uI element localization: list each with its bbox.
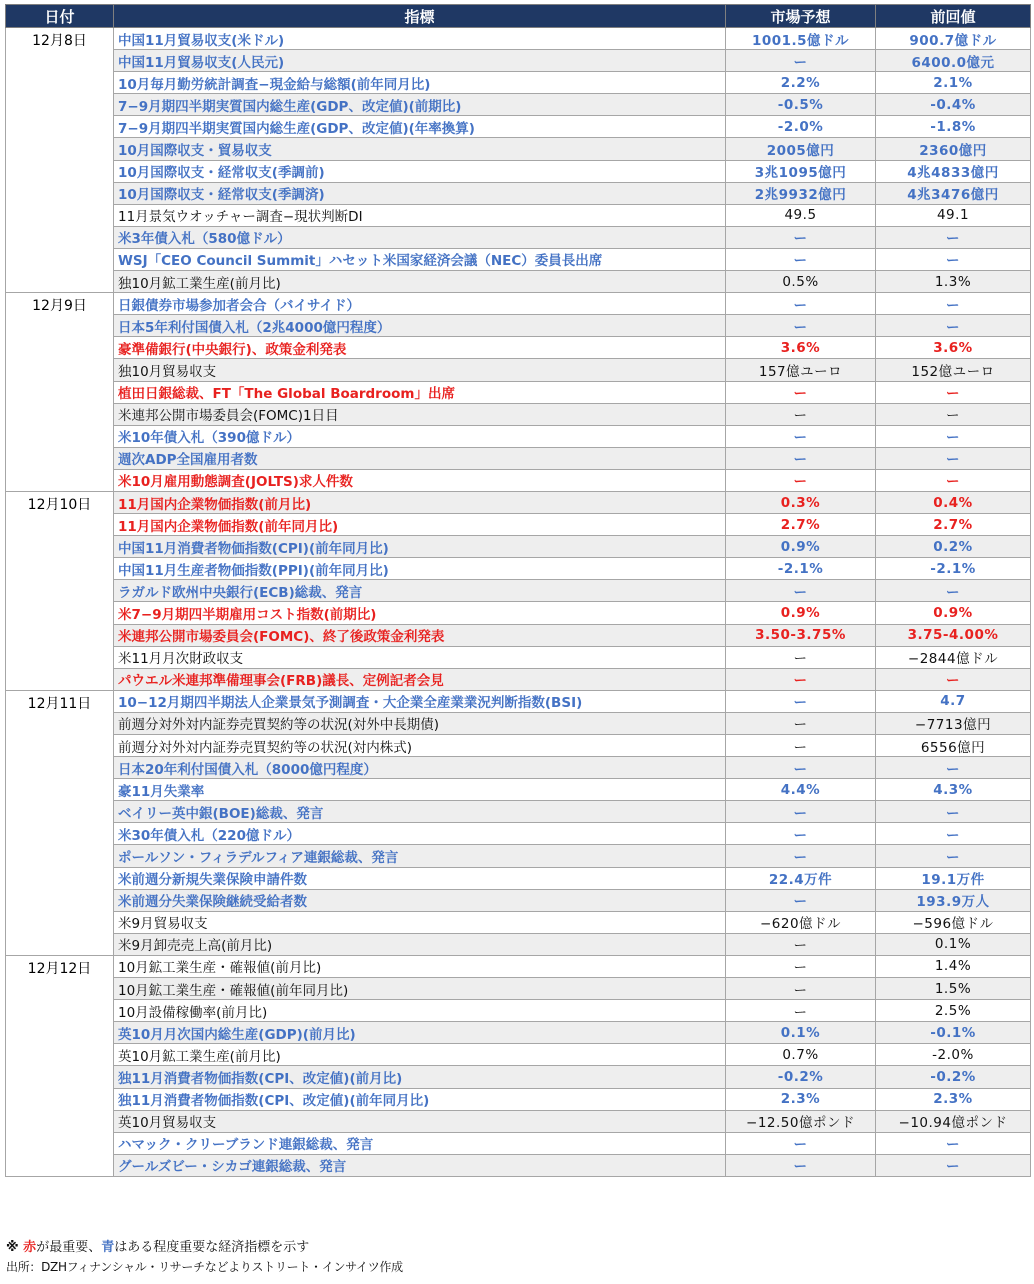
forecast-cell: 0.1% <box>726 1022 876 1044</box>
previous-cell: −7713億円 <box>876 712 1031 734</box>
table-row <box>6 514 1031 536</box>
previous-cell: ー <box>876 293 1031 315</box>
forecast-cell: ー <box>726 315 876 337</box>
indicator-cell: WSJ「CEO Council Summit」ハセット米国家経済会議（NEC）委員長出席 <box>114 248 726 270</box>
previous-cell: ー <box>876 425 1031 447</box>
date-cell: 12月9日 <box>6 293 114 492</box>
date-cell: 12月12日 <box>6 955 114 1176</box>
table-row <box>6 1022 1031 1044</box>
indicator-cell: 10月国際収支・経常収支(季調済) <box>114 182 726 204</box>
table-row <box>6 801 1031 823</box>
table-body <box>6 28 1031 1177</box>
table-row <box>6 580 1031 602</box>
previous-cell: 0.2% <box>876 536 1031 558</box>
table-row <box>6 491 1031 513</box>
table-row <box>6 867 1031 889</box>
previous-cell: -0.2% <box>876 1066 1031 1088</box>
forecast-cell: ー <box>726 801 876 823</box>
indicator-cell: 独10月貿易収支 <box>114 359 726 381</box>
forecast-cell: ー <box>726 580 876 602</box>
indicator-cell: 英10月貿易収支 <box>114 1110 726 1132</box>
note-prefix: ※ <box>6 1240 24 1255</box>
previous-cell: 1.3% <box>876 271 1031 293</box>
table-row <box>6 1000 1031 1022</box>
indicator-cell: 週次ADP全国雇用者数 <box>114 447 726 469</box>
previous-cell: 6400.0億元 <box>876 50 1031 72</box>
forecast-cell: 2.2% <box>726 72 876 94</box>
table-row <box>6 668 1031 690</box>
indicator-cell: 米連邦公開市場委員会(FOMC)、終了後政策金利発表 <box>114 624 726 646</box>
table-row <box>6 359 1031 381</box>
indicator-cell: 7−9月期四半期実質国内総生産(GDP、改定値)(年率換算) <box>114 116 726 138</box>
indicator-cell: 米9月卸売売上高(前月比) <box>114 933 726 955</box>
previous-cell: −2844億ドル <box>876 646 1031 668</box>
table-row <box>6 978 1031 1000</box>
previous-cell: −596億ドル <box>876 911 1031 933</box>
previous-cell: ー <box>876 447 1031 469</box>
forecast-cell: ー <box>726 823 876 845</box>
forecast-cell: 3兆1095億円 <box>726 160 876 182</box>
previous-cell: 2.5% <box>876 1000 1031 1022</box>
forecast-cell: 1001.5億ドル <box>726 28 876 50</box>
table-row <box>6 403 1031 425</box>
forecast-cell: 3.6% <box>726 337 876 359</box>
note-blue-word: 青 <box>101 1240 115 1255</box>
indicator-cell: 日本20年利付国債入札（8000億円程度） <box>114 757 726 779</box>
header-previous: 前回値 <box>876 5 1031 28</box>
indicator-cell: 米11月月次財政収支 <box>114 646 726 668</box>
previous-cell: 1.5% <box>876 978 1031 1000</box>
previous-cell: ー <box>876 823 1031 845</box>
forecast-cell: −620億ドル <box>726 911 876 933</box>
header-forecast: 市場予想 <box>726 5 876 28</box>
indicator-cell: 豪11月失業率 <box>114 779 726 801</box>
previous-cell: ー <box>876 801 1031 823</box>
table-row <box>6 1066 1031 1088</box>
forecast-cell: ー <box>726 889 876 911</box>
indicator-cell: 植田日銀総裁、FT「The Global Boardroom」出席 <box>114 381 726 403</box>
table-row <box>6 182 1031 204</box>
date-cell: 12月10日 <box>6 491 114 690</box>
table-row <box>6 1044 1031 1066</box>
previous-cell: 3.75-4.00% <box>876 624 1031 646</box>
source-note: 出所：DZHフィナンシャル・リサーチなどよりストリート・インサイツ作成 <box>6 1260 403 1274</box>
indicator-cell: ベイリー英中銀(BOE)総裁、発言 <box>114 801 726 823</box>
forecast-cell: 22.4万件 <box>726 867 876 889</box>
indicator-cell: 11月国内企業物価指数(前年同月比) <box>114 514 726 536</box>
indicator-cell: 独11月消費者物価指数(CPI、改定値)(前年同月比) <box>114 1088 726 1110</box>
forecast-cell: ー <box>726 425 876 447</box>
indicator-cell: 中国11月生産者物価指数(PPI)(前年同月比) <box>114 558 726 580</box>
previous-cell: 2360億円 <box>876 138 1031 160</box>
indicator-cell: ハマック・クリーブランド連銀総裁、発言 <box>114 1132 726 1154</box>
previous-cell: ー <box>876 757 1031 779</box>
forecast-cell: ー <box>726 248 876 270</box>
note-mid: が最重要、 <box>36 1240 102 1255</box>
previous-cell: ー <box>876 845 1031 867</box>
forecast-cell: ー <box>726 447 876 469</box>
table-row <box>6 558 1031 580</box>
previous-cell: 2.7% <box>876 514 1031 536</box>
indicator-cell: 米10月雇用動態調査(JOLTS)求人件数 <box>114 469 726 491</box>
table-row <box>6 469 1031 491</box>
previous-cell: 152億ユーロ <box>876 359 1031 381</box>
forecast-cell: 2.3% <box>726 1088 876 1110</box>
forecast-cell: ー <box>726 845 876 867</box>
forecast-cell: 2005億円 <box>726 138 876 160</box>
forecast-cell: 2.7% <box>726 514 876 536</box>
indicator-cell: グールズビー・シカゴ連銀総裁、発言 <box>114 1154 726 1176</box>
note-suffix: はある程度重要な経済指標を示す <box>114 1240 310 1255</box>
table-row <box>6 425 1031 447</box>
table-row <box>6 293 1031 315</box>
indicator-cell: ラガルド欧州中央銀行(ECB)総裁、発言 <box>114 580 726 602</box>
table-row <box>6 933 1031 955</box>
forecast-cell: ー <box>726 1132 876 1154</box>
forecast-cell: ー <box>726 933 876 955</box>
table-row <box>6 160 1031 182</box>
legend-note <box>6 1236 309 1255</box>
indicator-cell: 中国11月貿易収支(米ドル) <box>114 28 726 50</box>
previous-cell: -2.1% <box>876 558 1031 580</box>
forecast-cell: 49.5 <box>726 204 876 226</box>
table-row <box>6 226 1031 248</box>
indicator-cell: 10月鉱工業生産・確報値(前月比) <box>114 955 726 977</box>
table-row <box>6 757 1031 779</box>
previous-cell: ー <box>876 403 1031 425</box>
indicator-cell: 米7−9月期四半期雇用コスト指数(前期比) <box>114 602 726 624</box>
forecast-cell: ー <box>726 757 876 779</box>
economic-calendar-table <box>5 4 1031 1177</box>
table-row <box>6 447 1031 469</box>
indicator-cell: 10月設備稼働率(前月比) <box>114 1000 726 1022</box>
table-row <box>6 779 1031 801</box>
previous-cell: -2.0% <box>876 1044 1031 1066</box>
indicator-cell: 10月鉱工業生産・確報値(前年同月比) <box>114 978 726 1000</box>
previous-cell: ー <box>876 1132 1031 1154</box>
table-row <box>6 646 1031 668</box>
previous-cell: ー <box>876 668 1031 690</box>
indicator-cell: 中国11月貿易収支(人民元) <box>114 50 726 72</box>
previous-cell: 4.3% <box>876 779 1031 801</box>
previous-cell: 49.1 <box>876 204 1031 226</box>
indicator-cell: 英10月鉱工業生産(前月比) <box>114 1044 726 1066</box>
table-row <box>6 248 1031 270</box>
indicator-cell: 11月国内企業物価指数(前月比) <box>114 491 726 513</box>
forecast-cell: ー <box>726 690 876 712</box>
table-row <box>6 50 1031 72</box>
table-row <box>6 271 1031 293</box>
table-row <box>6 955 1031 977</box>
table-row <box>6 94 1031 116</box>
forecast-cell: 0.3% <box>726 491 876 513</box>
forecast-cell: −12.50億ポンド <box>726 1110 876 1132</box>
previous-cell: 0.4% <box>876 491 1031 513</box>
forecast-cell: 4.4% <box>726 779 876 801</box>
indicator-cell: 10月毎月勤労統計調査−現金給与総額(前年同月比) <box>114 72 726 94</box>
indicator-cell: 日銀債券市場参加者会合（バイサイド） <box>114 293 726 315</box>
table-row <box>6 536 1031 558</box>
indicator-cell: 米10年債入札（390億ドル） <box>114 425 726 447</box>
previous-cell: 900.7億ドル <box>876 28 1031 50</box>
previous-cell: 0.9% <box>876 602 1031 624</box>
table-row <box>6 845 1031 867</box>
forecast-cell: ー <box>726 668 876 690</box>
indicator-cell: 独11月消費者物価指数(CPI、改定値)(前月比) <box>114 1066 726 1088</box>
forecast-cell: 3.50-3.75% <box>726 624 876 646</box>
previous-cell: −10.94億ポンド <box>876 1110 1031 1132</box>
previous-cell: ー <box>876 226 1031 248</box>
previous-cell: 3.6% <box>876 337 1031 359</box>
previous-cell: -1.8% <box>876 116 1031 138</box>
indicator-cell: 米前週分失業保険継続受給者数 <box>114 889 726 911</box>
previous-cell: 4兆4833億円 <box>876 160 1031 182</box>
forecast-cell: 0.9% <box>726 602 876 624</box>
indicator-cell: 米3年債入札（580億ドル） <box>114 226 726 248</box>
forecast-cell: ー <box>726 955 876 977</box>
forecast-cell: ー <box>726 469 876 491</box>
forecast-cell: -0.5% <box>726 94 876 116</box>
header-date: 日付 <box>6 5 114 28</box>
indicator-cell: 10月国際収支・貿易収支 <box>114 138 726 160</box>
previous-cell: 1.4% <box>876 955 1031 977</box>
forecast-cell: ー <box>726 978 876 1000</box>
previous-cell: ー <box>876 381 1031 403</box>
table-row <box>6 116 1031 138</box>
indicator-cell: 11月景気ウオッチャー調査−現状判断DI <box>114 204 726 226</box>
table-row <box>6 602 1031 624</box>
previous-cell: 19.1万件 <box>876 867 1031 889</box>
previous-cell: ー <box>876 469 1031 491</box>
table-row <box>6 690 1031 712</box>
date-cell: 12月11日 <box>6 690 114 955</box>
forecast-cell: 157億ユーロ <box>726 359 876 381</box>
table-row <box>6 28 1031 50</box>
previous-cell: 4.7 <box>876 690 1031 712</box>
forecast-cell: 0.9% <box>726 536 876 558</box>
forecast-cell: 0.5% <box>726 271 876 293</box>
indicator-cell: 10−12月期四半期法人企業景気予測調査・大企業全産業業況判断指数(BSI) <box>114 690 726 712</box>
forecast-cell: ー <box>726 646 876 668</box>
indicator-cell: 豪準備銀行(中央銀行)、政策金利発表 <box>114 337 726 359</box>
table-row <box>6 381 1031 403</box>
previous-cell: ー <box>876 580 1031 602</box>
table-row <box>6 712 1031 734</box>
indicator-cell: 前週分対外対内証券売買契約等の状況(対外中長期債) <box>114 712 726 734</box>
forecast-cell: 0.7% <box>726 1044 876 1066</box>
previous-cell: ー <box>876 315 1031 337</box>
previous-cell: 0.1% <box>876 933 1031 955</box>
table-row <box>6 1132 1031 1154</box>
forecast-cell: ー <box>726 381 876 403</box>
forecast-cell: ー <box>726 226 876 248</box>
indicator-cell: ポールソン・フィラデルフィア連銀総裁、発言 <box>114 845 726 867</box>
table-row <box>6 889 1031 911</box>
previous-cell: 6556億円 <box>876 735 1031 757</box>
forecast-cell: ー <box>726 712 876 734</box>
forecast-cell: ー <box>726 1154 876 1176</box>
date-cell: 12月8日 <box>6 28 114 293</box>
indicator-cell: 10月国際収支・経常収支(季調前) <box>114 160 726 182</box>
indicator-cell: 米30年債入札（220億ドル） <box>114 823 726 845</box>
previous-cell: -0.4% <box>876 94 1031 116</box>
note-red-word: 赤 <box>23 1240 37 1255</box>
forecast-cell: -2.1% <box>726 558 876 580</box>
previous-cell: -0.1% <box>876 1022 1031 1044</box>
indicator-cell: 前週分対外対内証券売買契約等の状況(対内株式) <box>114 735 726 757</box>
table-row <box>6 315 1031 337</box>
forecast-cell: 2兆9932億円 <box>726 182 876 204</box>
indicator-cell: パウエル米連邦準備理事会(FRB)議長、定例記者会見 <box>114 668 726 690</box>
forecast-cell: ー <box>726 50 876 72</box>
forecast-cell: ー <box>726 293 876 315</box>
table-row <box>6 1110 1031 1132</box>
indicator-cell: 日本5年利付国債入札（2兆4000億円程度） <box>114 315 726 337</box>
table-row <box>6 624 1031 646</box>
indicator-cell: 英10月月次国内総生産(GDP)(前月比) <box>114 1022 726 1044</box>
previous-cell: ー <box>876 248 1031 270</box>
previous-cell: 4兆3476億円 <box>876 182 1031 204</box>
indicator-cell: 米前週分新規失業保険申請件数 <box>114 867 726 889</box>
indicator-cell: 独10月鉱工業生産(前月比) <box>114 271 726 293</box>
table-row <box>6 735 1031 757</box>
previous-cell: 193.9万人 <box>876 889 1031 911</box>
forecast-cell: ー <box>726 403 876 425</box>
table-row <box>6 72 1031 94</box>
indicator-cell: 米連邦公開市場委員会(FOMC)1日目 <box>114 403 726 425</box>
table-row <box>6 204 1031 226</box>
previous-cell: ー <box>876 1154 1031 1176</box>
table-row <box>6 1154 1031 1176</box>
previous-cell: 2.1% <box>876 72 1031 94</box>
table-row <box>6 337 1031 359</box>
indicator-cell: 中国11月消費者物価指数(CPI)(前年同月比) <box>114 536 726 558</box>
table-row <box>6 138 1031 160</box>
indicator-cell: 7−9月期四半期実質国内総生産(GDP、改定値)(前期比) <box>114 94 726 116</box>
forecast-cell: -2.0% <box>726 116 876 138</box>
table-row <box>6 1088 1031 1110</box>
table-header-row <box>6 5 1031 28</box>
table-row <box>6 823 1031 845</box>
forecast-cell: ー <box>726 735 876 757</box>
forecast-cell: ー <box>726 1000 876 1022</box>
previous-cell: 2.3% <box>876 1088 1031 1110</box>
indicator-cell: 米9月貿易収支 <box>114 911 726 933</box>
table-row <box>6 911 1031 933</box>
forecast-cell: -0.2% <box>726 1066 876 1088</box>
header-indicator: 指標 <box>114 5 726 28</box>
